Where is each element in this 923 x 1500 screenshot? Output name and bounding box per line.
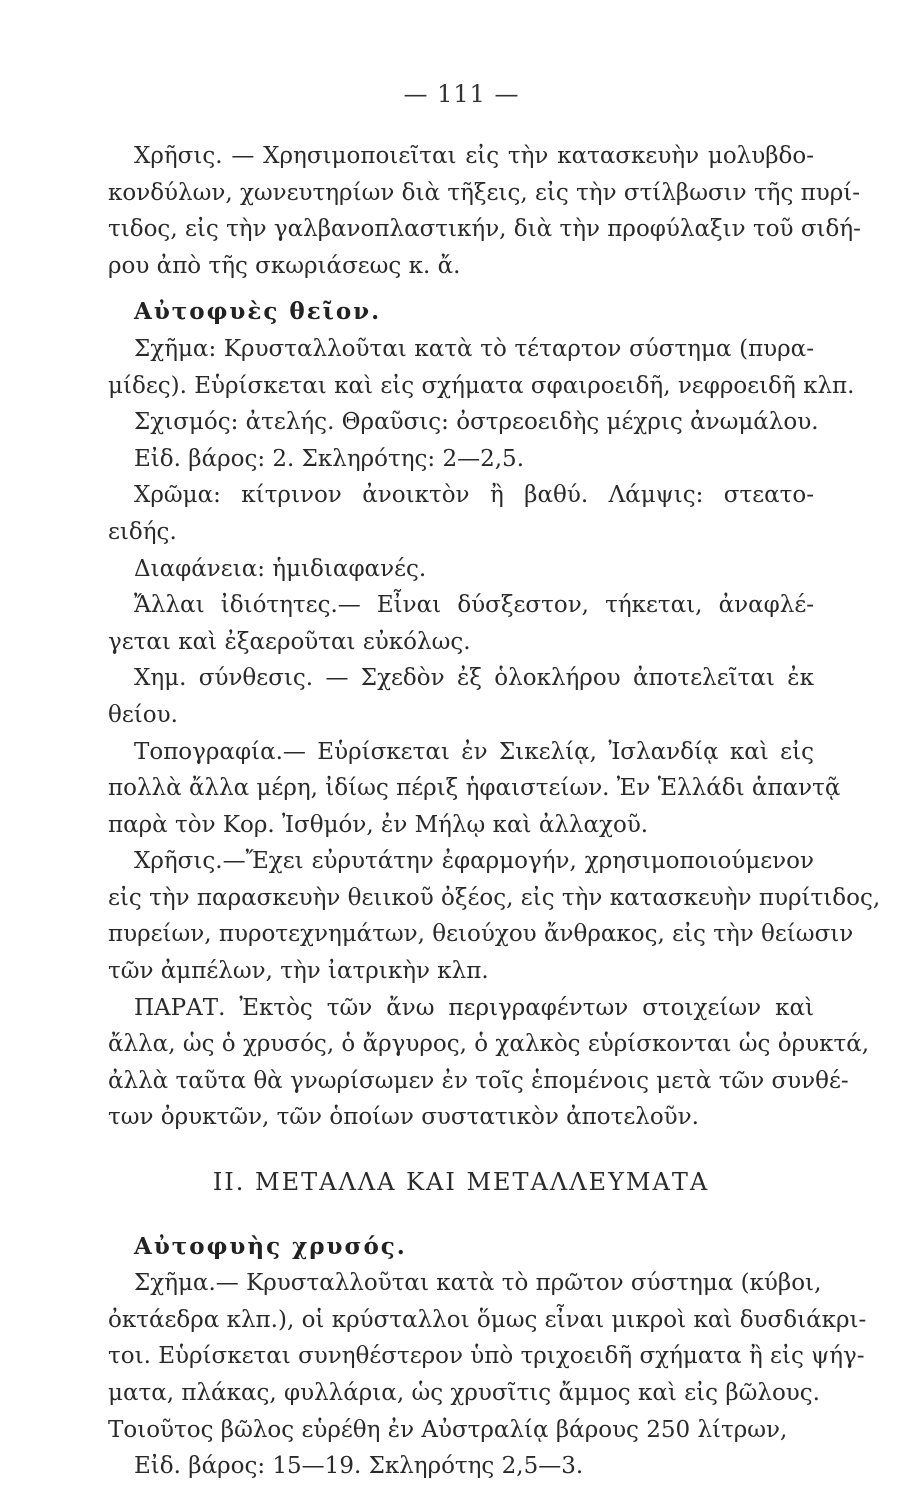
text-line: Εἰδ. βάρος: 2. Σκληρότης: 2—2,5. — [134, 445, 525, 472]
text-line: Χημ. σύνθεσις. — Σχεδὸν ἐξ ὁλοκλήρου ἀποτελεῖται ἐκ — [134, 665, 814, 692]
text-line: τιδος, εἰς τὴν γαλβανοπλαστικήν, διὰ τὴν προφύλαξιν τοῦ σιδή- — [108, 216, 861, 243]
text-line: Τοιοῦτος βῶλος εὑρέθη ἐν Αὐστραλίᾳ βάρους 250 λίτρων, — [108, 1416, 788, 1443]
text-line: ρου ἀπὸ τῆς σκωριάσεως κ. ἄ. — [108, 252, 461, 279]
text-line: θείου. — [108, 701, 178, 728]
text-line: παρὰ τὸν Κορ. Ἰσθμόν, ἐν Μήλῳ καὶ ἀλλαχοῦ. — [108, 811, 649, 838]
text-line: Εἰδ. βάρος: 15—19. Σκληρότης 2,5—3. — [134, 1453, 584, 1480]
text-line: εἰς τὴν παρασκευὴν θειικοῦ ὀξέος, εἰς τὴν κατασκευὴν πυρίτιδος, — [108, 884, 881, 911]
text-line: μίδες). Εὑρίσκεται καὶ εἰς σχήματα σφαιροειδῆ, νεφροειδῆ κλπ. — [108, 372, 855, 399]
text-line: Χρῆσις.—Ἔχει εὐρυτάτην ἐφαρμογήν, χρησιμοποιούμενον — [134, 848, 814, 875]
text-line: Ἄλλαι ἰδιότητες.— Εἶναι δύσξεστον, τήκεται, ἀναφλέ- — [134, 592, 814, 619]
spacer — [108, 1136, 814, 1164]
text-line: ὀκτάεδρα κλπ.), οἱ κρύσταλλοι ὅμως εἶναι μικροὶ καὶ δυσδιάκρι- — [108, 1306, 867, 1333]
text-line: κονδύλων, χωνευτηρίων διὰ τῆξεις, εἰς τὴν στίλβωσιν τῆς πυρί- — [108, 179, 861, 206]
section-heading: II. ΜΕΤΑΛΛΑ ΚΑΙ ΜΕΤΑΛΛΕΥΜΑΤΑ — [212, 1168, 710, 1197]
text-line: των ὀρυκτῶν, τῶν ὁποίων συστατικὸν ἀποτελοῦν. — [108, 1104, 699, 1131]
text-line: πυρείων, πυροτεχνημάτων, θειούχου ἄνθρακος, εἰς τὴν θείωσιν — [108, 921, 854, 948]
text-line: Διαφάνεια: ἡμιδιαφανές. — [134, 555, 427, 582]
spacer — [108, 1201, 814, 1229]
text-line: Χρῶμα: κίτρινον ἀνοικτὸν ἢ βαθύ. Λάμψις: στεατο- — [134, 482, 814, 509]
text-line: πολλὰ ἄλλα μέρη, ἰδίως πέριξ ἡφαιστείων. Ἐν Ἑλλάδι ἁπαντᾷ — [108, 775, 841, 802]
text-line: Τοπογραφία.— Εὑρίσκεται ἐν Σικελίᾳ, Ἰσλανδίᾳ καὶ εἰς — [134, 738, 814, 765]
text-line: τοι. Εὑρίσκεται συνηθέστερον ὑπὸ τριχοειδῆ σχήματα ἢ εἰς ψήγ- — [108, 1343, 865, 1370]
text-line: ειδής. — [108, 518, 177, 545]
page-body-text — [108, 138, 881, 1485]
page-number: — 111 — — [403, 80, 520, 108]
text-line: Σχῆμα.— Κρυσταλλοῦται κατὰ τὸ πρῶτον σύστημα (κύβοι, — [134, 1270, 822, 1297]
mineral-heading: Αὐτοφυὲς θεῖον. — [134, 298, 382, 326]
text-line: ἀλλὰ ταῦτα θὰ γνωρίσωμεν ἐν τοῖς ἑπομένοις μετὰ τῶν συνθέ- — [108, 1067, 849, 1094]
text-line: Σχισμός: ἀτελής. Θραῦσις: ὀστρεοειδὴς μέχρις ἀνωμάλου. — [134, 409, 819, 436]
text-line: Σχῆμα: Κρυσταλλοῦται κατὰ τὸ τέταρτον σύστημα (πυρα- — [134, 335, 814, 362]
text-line: γεται καὶ ἐξαεροῦται εὐκόλως. — [108, 628, 471, 655]
text-line: ἄλλα, ὡς ὁ χρυσός, ὁ ἄργυρος, ὁ χαλκὸς εὑρίσκονται ὡς ὀρυκτά, — [108, 1031, 870, 1058]
text-line: Χρῆσις. — Χρησιμοποιεῖται εἰς τὴν κατασκευὴν μολυβδο- — [134, 143, 814, 169]
text-line: ΠΑΡΑΤ. Ἐκτὸς τῶν ἄνω περιγραφέντων στοιχείων καὶ — [134, 994, 814, 1021]
text-line: ματα, πλάκας, φυλλάρια, ὡς χρυσῖτις ἄμμος καὶ εἰς βῶλους. — [108, 1380, 820, 1406]
text-line: τῶν ἀμπέλων, τὴν ἰατρικὴν κλπ. — [108, 958, 489, 985]
mineral-heading: Αὐτοφυὴς χρυσός. — [134, 1232, 407, 1260]
spacer — [108, 284, 814, 294]
